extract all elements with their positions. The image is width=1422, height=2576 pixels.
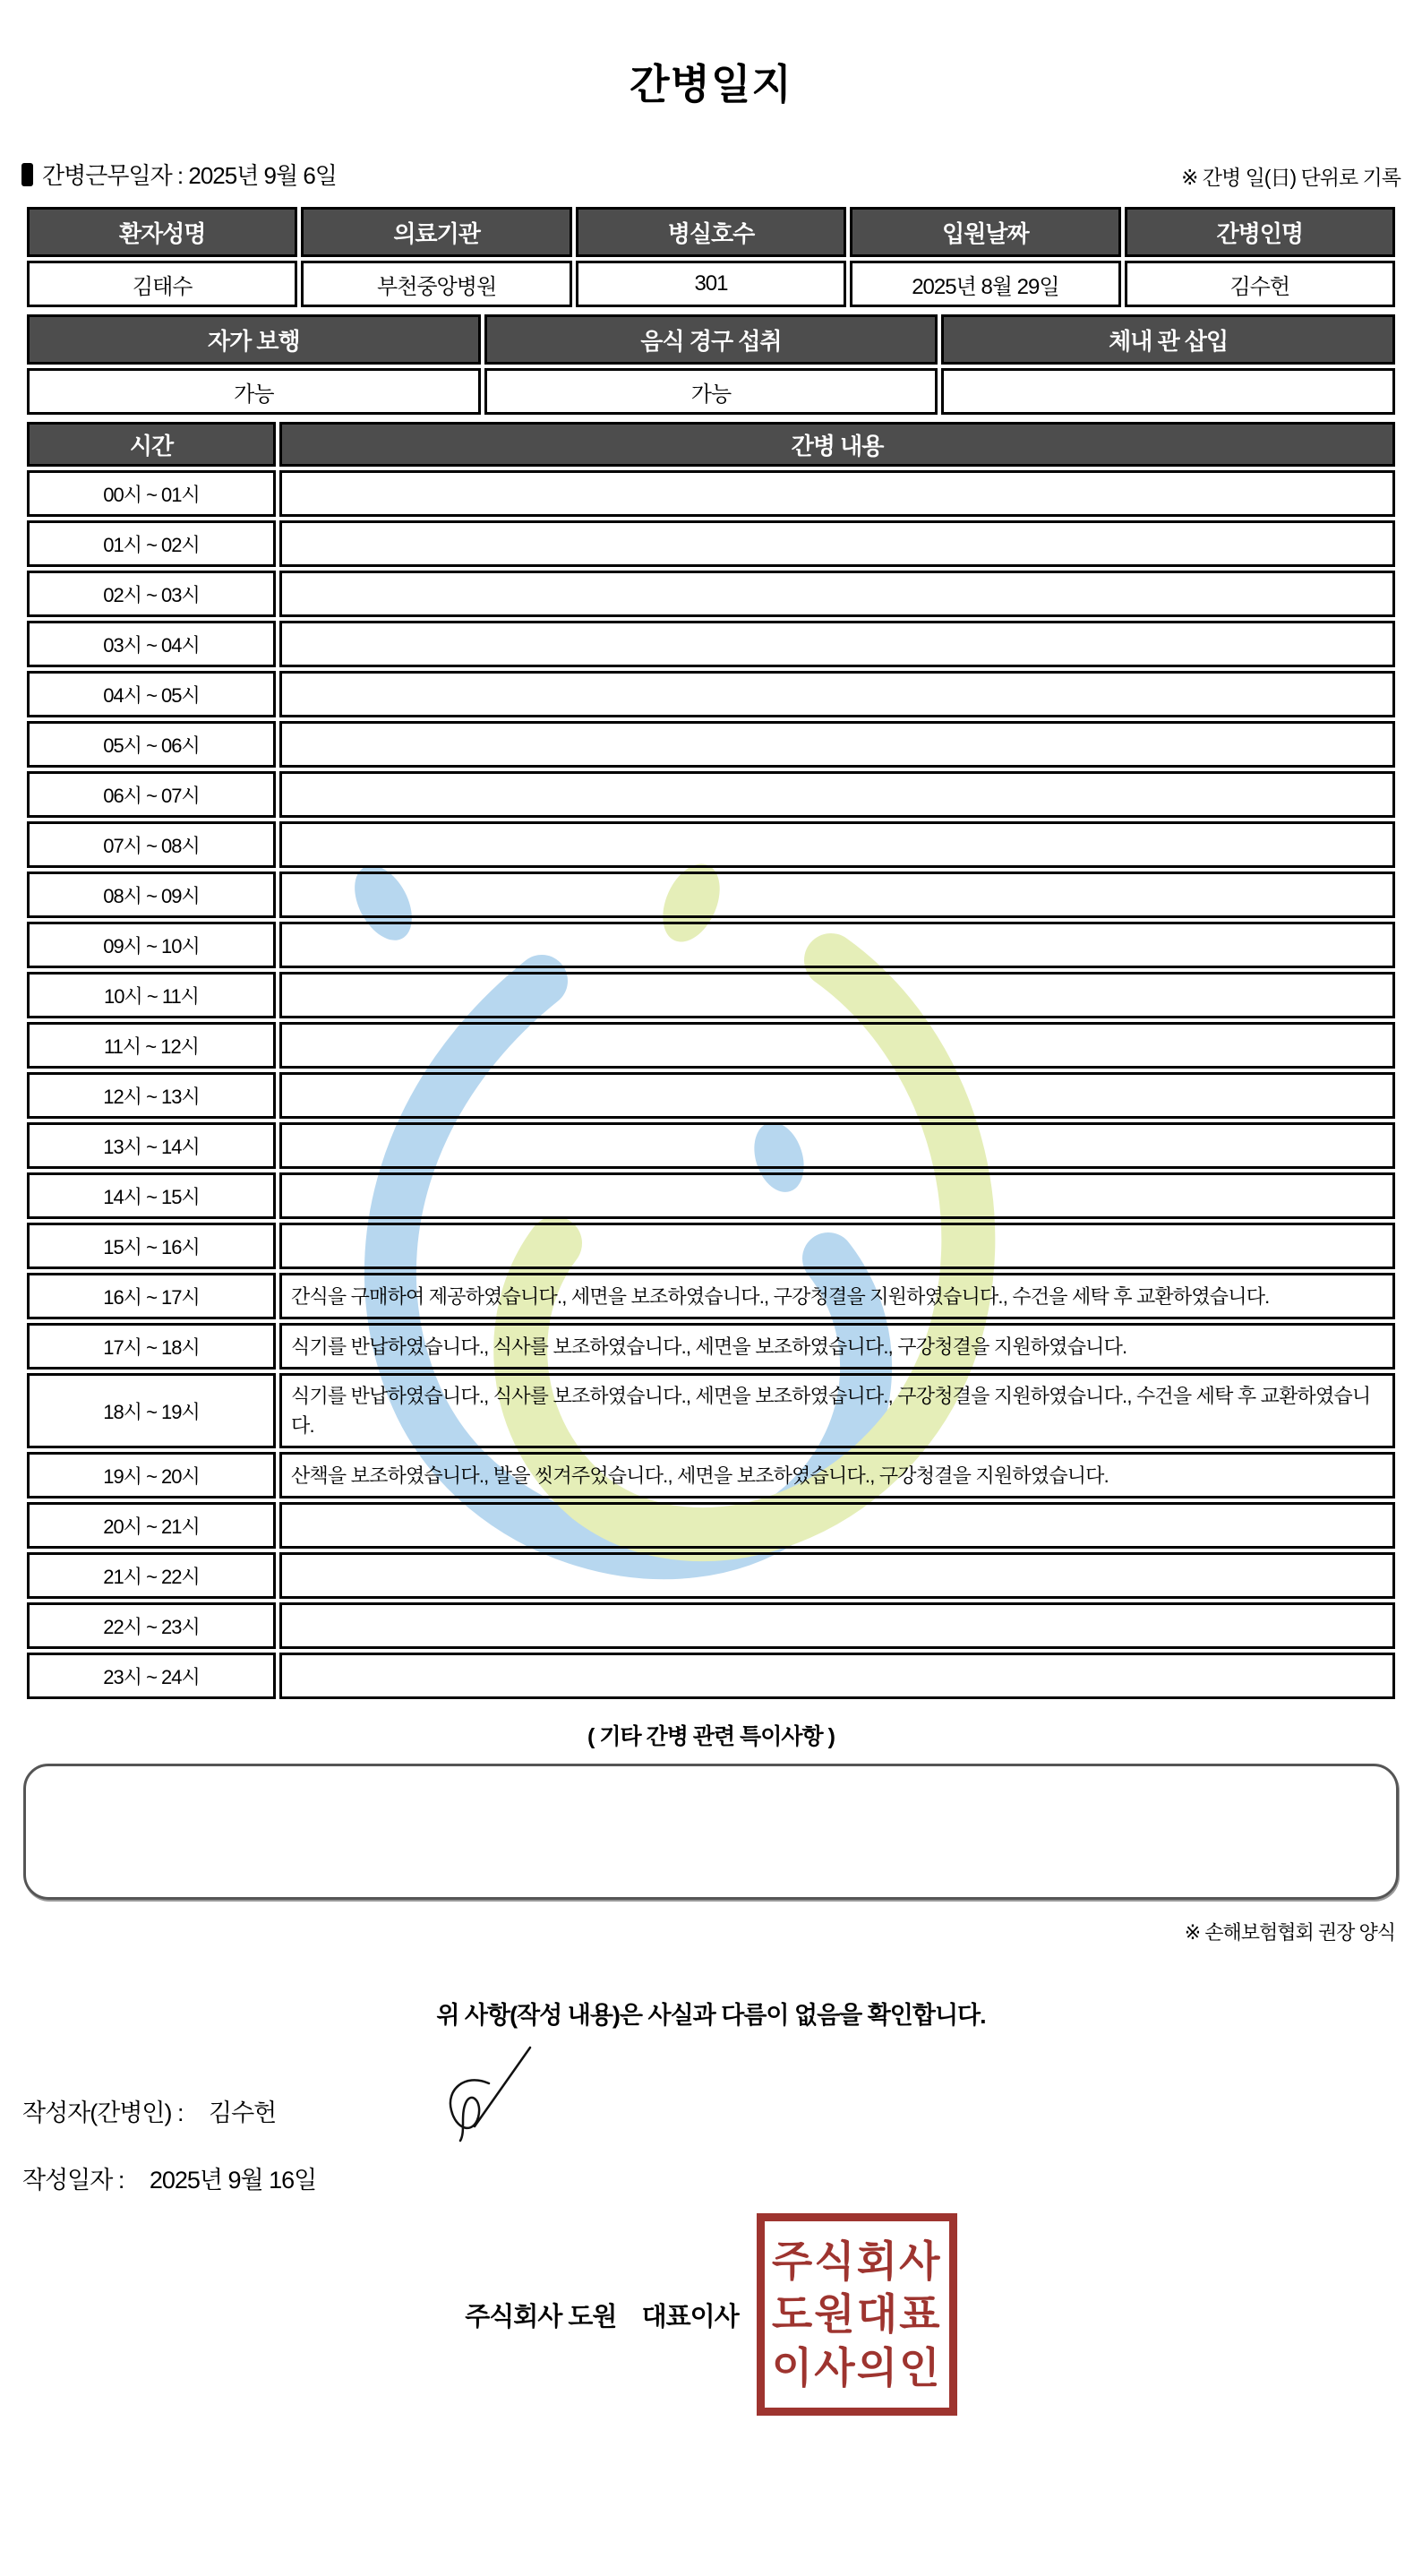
form-note: ※ 손해보험협회 권장 양식 [1184, 1921, 1395, 1944]
time-cell: 09시 ~ 10시 [27, 922, 276, 968]
content-cell: 간식을 구매하여 제공하였습니다., 세면을 보조하였습니다., 구강청결을 지원하였습니다., 수건을 세탁 후 교환하였습니다. [279, 1273, 1395, 1319]
time-cell: 15시 ~ 16시 [27, 1223, 276, 1269]
time-cell: 00시 ~ 01시 [27, 470, 276, 517]
log-row [27, 821, 1395, 868]
log-row [27, 621, 1395, 667]
value-medical-institution: 부천중앙병원 [301, 261, 571, 307]
content-cell [279, 520, 1395, 567]
care-work-date [21, 158, 337, 191]
value-room-number: 301 [576, 261, 846, 307]
content-cell: 산책을 보조하였습니다., 발을 씻겨주었습니다., 세면을 보조하였습니다., 구강청결을 지원하였습니다. [279, 1452, 1395, 1498]
log-row [27, 671, 1395, 717]
stamp-line-3: 이사의인 [771, 2343, 942, 2391]
time-cell: 22시 ~ 23시 [27, 1602, 276, 1649]
notes-title: ( 기타 간병 관련 특이사항 ) [587, 1724, 835, 1749]
time-cell: 13시 ~ 14시 [27, 1122, 276, 1169]
time-cell: 07시 ~ 08시 [27, 821, 276, 868]
log-row [27, 872, 1395, 918]
content-cell [279, 872, 1395, 918]
log-row [27, 1653, 1395, 1699]
writer-label: 작성자(간병인) : [22, 2099, 189, 2126]
content-cell [279, 1022, 1395, 1069]
log-row [27, 1273, 1395, 1319]
log-row [27, 922, 1395, 968]
log-row [27, 1323, 1395, 1370]
time-cell: 12시 ~ 13시 [27, 1072, 276, 1119]
header-medical-institution: 의료기관 [301, 207, 571, 257]
log-row [27, 721, 1395, 768]
header-care-content: 간병 내용 [279, 422, 1395, 467]
content-cell [279, 1072, 1395, 1119]
log-row [27, 1552, 1395, 1599]
time-cell: 04시 ~ 05시 [27, 671, 276, 717]
time-cell: 16시 ~ 17시 [27, 1273, 276, 1319]
written-date-label: 작성일자 : [22, 2167, 130, 2194]
header-admission-date: 입원날짜 [850, 207, 1120, 257]
care-log-table [23, 418, 1399, 1703]
log-row [27, 1172, 1395, 1219]
stamp-line-1: 주식회사 [771, 2237, 942, 2285]
handwritten-signature [430, 2044, 546, 2147]
content-cell: 식기를 반납하였습니다., 식사를 보조하였습니다., 세면을 보조하였습니다., 구강청결을 지원하였습니다. [279, 1323, 1395, 1370]
patient-header-row [27, 207, 1395, 257]
value-caregiver-name: 김수헌 [1125, 261, 1395, 307]
header-room-number: 병실호수 [576, 207, 846, 257]
time-cell: 10시 ~ 11시 [27, 972, 276, 1018]
header-caregiver-name: 간병인명 [1125, 207, 1395, 257]
time-cell: 18시 ~ 19시 [27, 1373, 276, 1448]
time-cell: 14시 ~ 15시 [27, 1172, 276, 1219]
log-row [27, 1452, 1395, 1498]
time-cell: 01시 ~ 02시 [27, 520, 276, 567]
log-header-row [27, 422, 1395, 467]
log-row [27, 470, 1395, 517]
written-date-row [22, 2160, 1422, 2195]
content-cell [279, 571, 1395, 617]
time-cell: 21시 ~ 22시 [27, 1552, 276, 1599]
log-row [27, 771, 1395, 818]
log-row [27, 1122, 1395, 1169]
log-row [27, 1502, 1395, 1549]
log-row [27, 571, 1395, 617]
unit-note: ※ 간병 일(日) 단위로 기록 [1181, 166, 1401, 189]
care-work-date-text: 간병근무일자 : 2025년 9월 6일 [42, 162, 337, 189]
header-self-walking: 자가 보행 [27, 314, 481, 365]
content-cell [279, 1552, 1395, 1599]
content-cell [279, 821, 1395, 868]
status-table [23, 311, 1399, 418]
content-cell [279, 1502, 1395, 1549]
content-cell [279, 470, 1395, 517]
log-row [27, 1072, 1395, 1119]
value-oral-intake: 가능 [484, 368, 938, 415]
time-cell: 19시 ~ 20시 [27, 1452, 276, 1498]
written-date-value: 2025년 9월 16일 [149, 2167, 317, 2194]
log-row [27, 1602, 1395, 1649]
header-time: 시간 [27, 422, 276, 467]
content-cell [279, 771, 1395, 818]
company-stamp-block [0, 2213, 1422, 2416]
stamp-line-2: 도원대표 [771, 2290, 942, 2339]
status-header-row [27, 314, 1395, 365]
time-cell: 03시 ~ 04시 [27, 621, 276, 667]
content-cell [279, 621, 1395, 667]
time-cell: 08시 ~ 09시 [27, 872, 276, 918]
value-self-walking: 가능 [27, 368, 481, 415]
header-internal-tube: 체내 관 삽입 [941, 314, 1395, 365]
content-cell [279, 1172, 1395, 1219]
value-patient-name: 김태수 [27, 261, 297, 307]
header-oral-intake: 음식 경구 섭취 [484, 314, 938, 365]
time-cell: 02시 ~ 03시 [27, 571, 276, 617]
patient-value-row [27, 261, 1395, 307]
page-title: 간병일지 [630, 61, 792, 107]
time-cell: 05시 ~ 06시 [27, 721, 276, 768]
company-line: 주식회사 도원 대표이사 [465, 2302, 739, 2331]
value-internal-tube [941, 368, 1395, 415]
content-cell [279, 922, 1395, 968]
meta-row [21, 158, 1401, 191]
content-cell: 식기를 반납하였습니다., 식사를 보조하였습니다., 세면을 보조하였습니다., 구강청결을 지원하였습니다., 수건을 세탁 후 교환하였습니다. [279, 1373, 1395, 1448]
content-cell [279, 972, 1395, 1018]
log-row [27, 520, 1395, 567]
writer-name: 김수헌 [208, 2099, 277, 2126]
log-row [27, 1022, 1395, 1069]
log-row [27, 972, 1395, 1018]
content-cell [279, 1602, 1395, 1649]
time-cell: 06시 ~ 07시 [27, 771, 276, 818]
status-value-row [27, 368, 1395, 415]
header-patient-name: 환자성명 [27, 207, 297, 257]
time-cell: 11시 ~ 12시 [27, 1022, 276, 1069]
writer-row [22, 2093, 1422, 2128]
content-cell [279, 1122, 1395, 1169]
time-cell: 17시 ~ 18시 [27, 1323, 276, 1370]
time-cell: 23시 ~ 24시 [27, 1653, 276, 1699]
content-cell [279, 671, 1395, 717]
notes-box [23, 1764, 1399, 1900]
confirmation-statement: 위 사항(작성 내용)은 사실과 다름이 없음을 확인합니다. [436, 2002, 986, 2029]
value-admission-date: 2025년 8월 29일 [850, 261, 1120, 307]
square-bullet-icon [21, 163, 33, 186]
content-cell [279, 1653, 1395, 1699]
corporate-seal-stamp [757, 2213, 957, 2416]
content-cell [279, 721, 1395, 768]
log-row [27, 1223, 1395, 1269]
time-cell: 20시 ~ 21시 [27, 1502, 276, 1549]
content-cell [279, 1223, 1395, 1269]
patient-info-table [23, 203, 1399, 311]
log-row [27, 1373, 1395, 1448]
